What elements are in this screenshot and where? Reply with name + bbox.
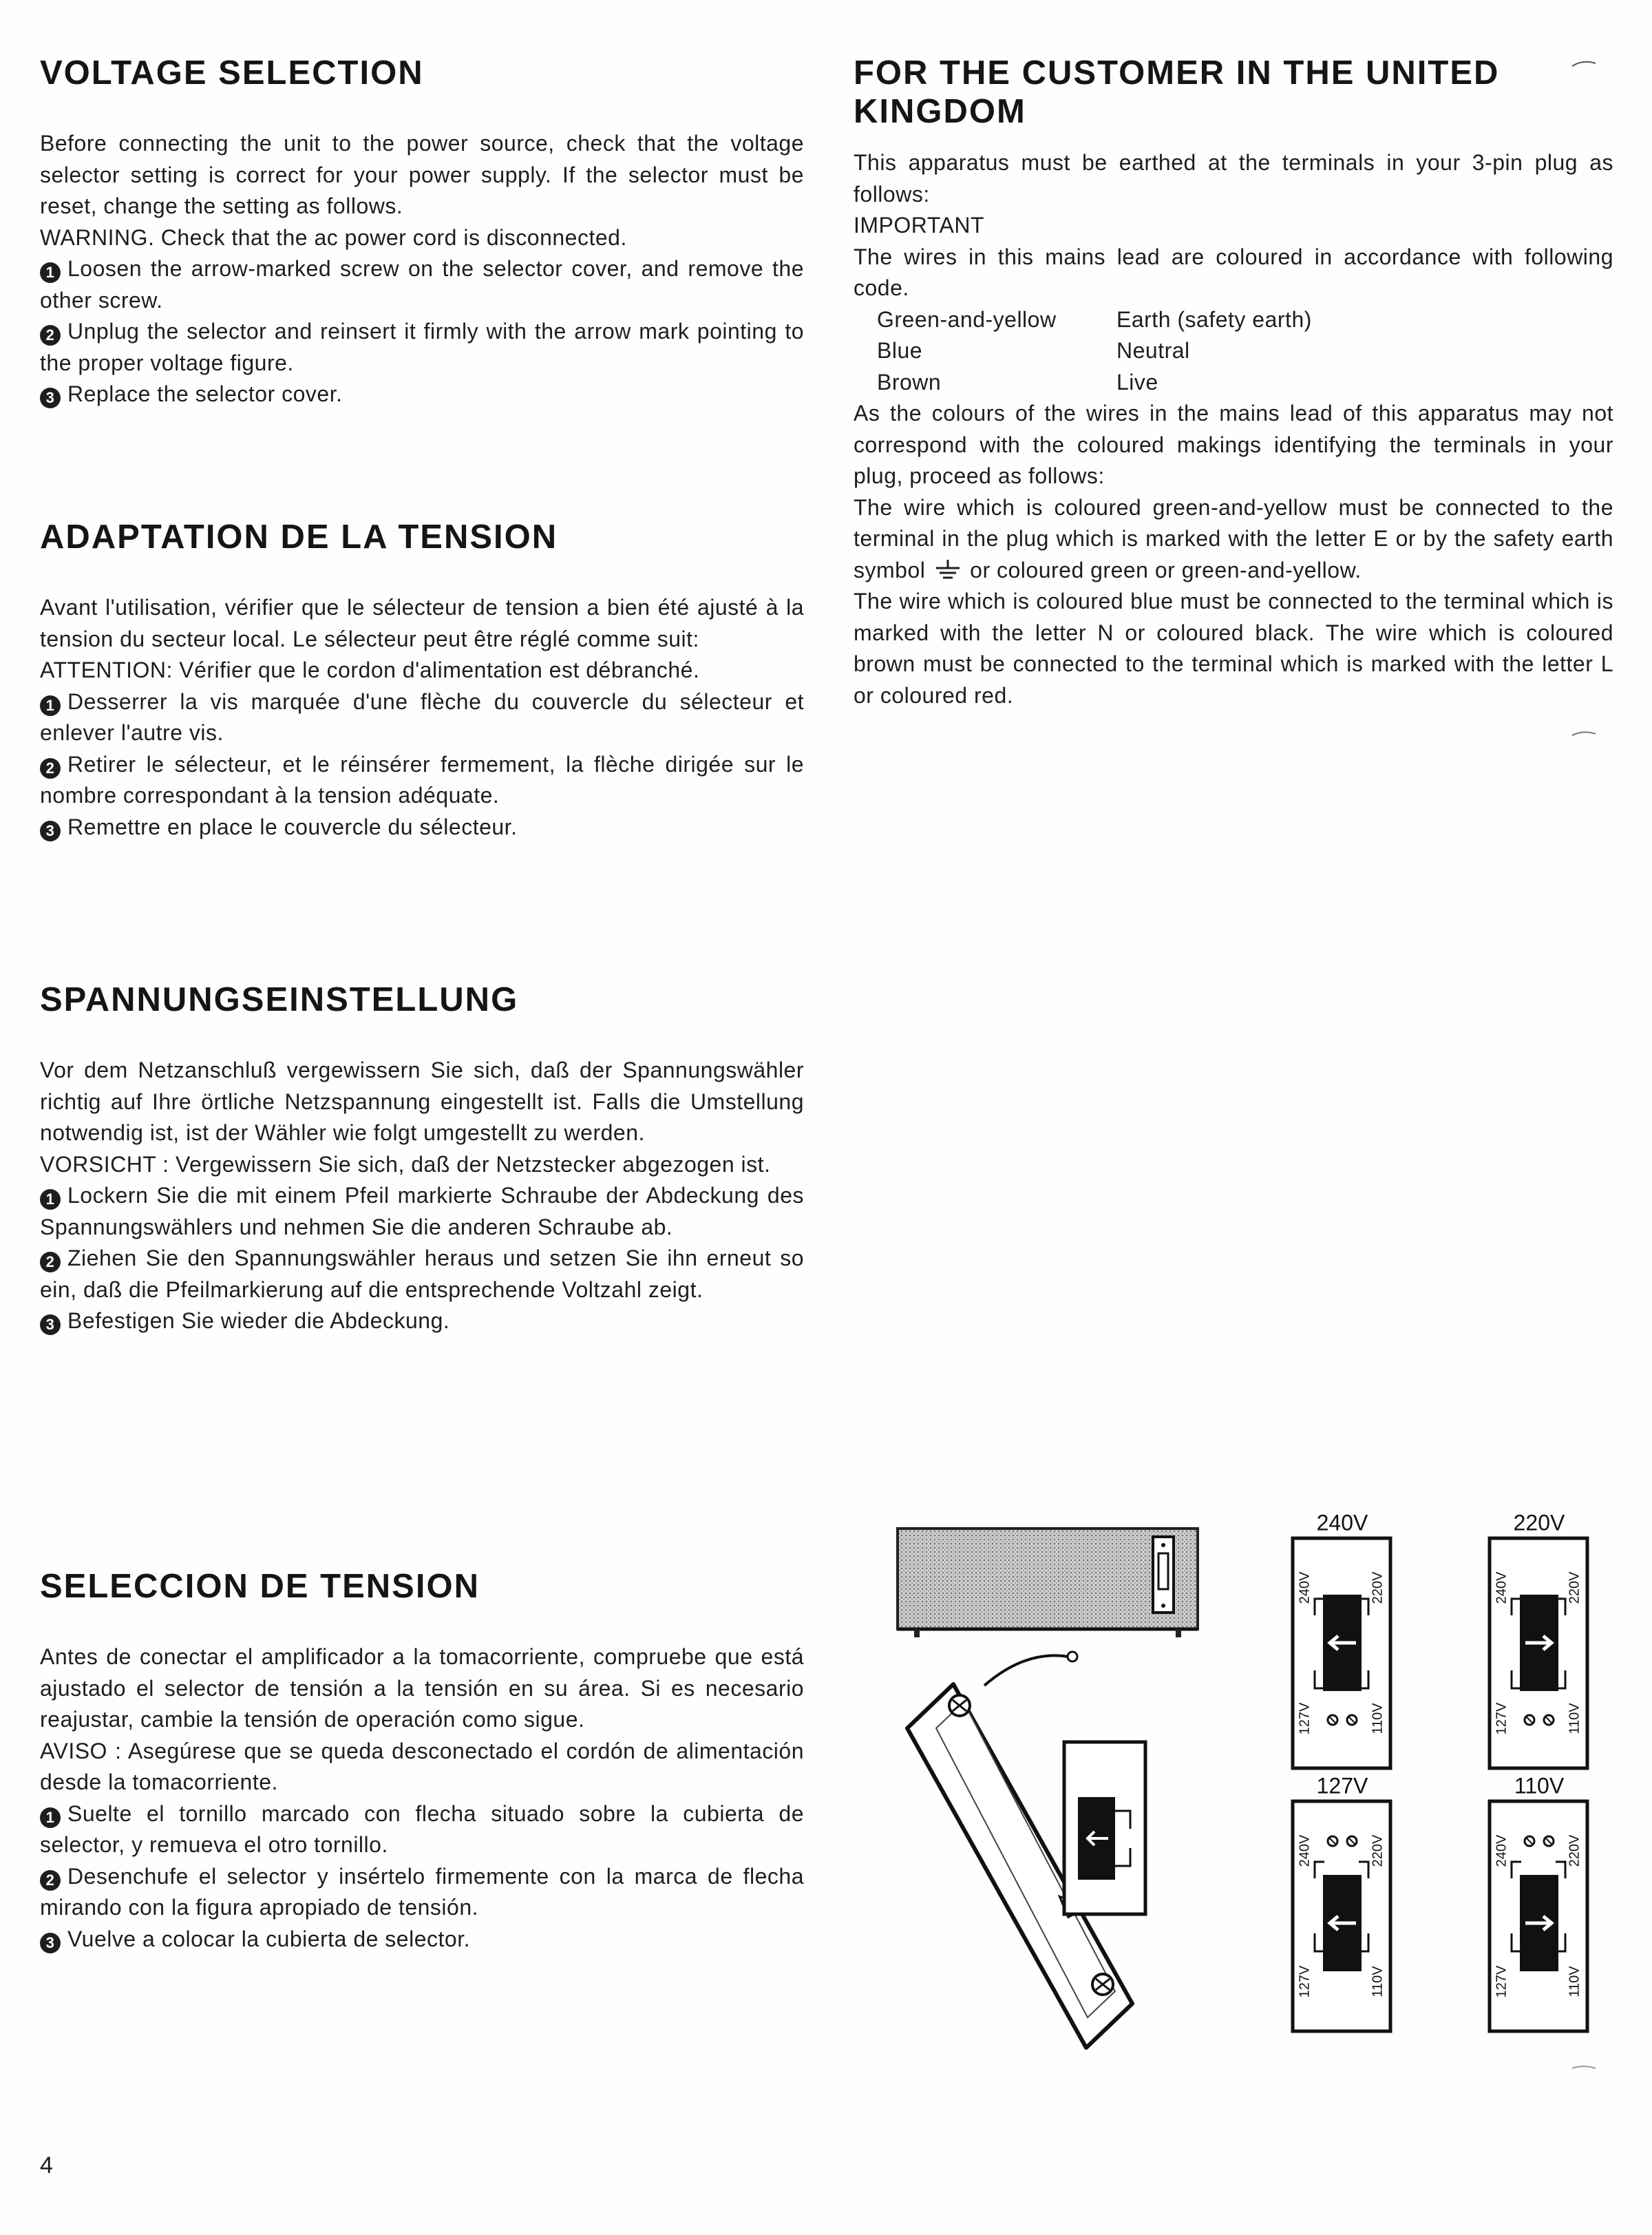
wire-meaning: Neutral — [1116, 338, 1190, 363]
paragraph-1: As the colours of the wires in the mains lead of this apparatus may not correspond with the coloured makings identifying the terminals in your plug, proceed as follows: — [854, 401, 1613, 488]
selector-plug-side-view — [1064, 1742, 1145, 1914]
selector-label: 127V — [1494, 1702, 1510, 1735]
step-3 — [40, 812, 804, 843]
pointer-line — [984, 1655, 1068, 1686]
step-1 — [40, 1798, 804, 1861]
selector-label: 110V — [1370, 1966, 1386, 1997]
section-body — [854, 147, 1613, 711]
selector-title: 240V — [1316, 1512, 1368, 1535]
section-voltage-selection — [40, 54, 804, 410]
wire-colour: Green-and-yellow — [877, 306, 1057, 332]
selector-label: 110V — [1567, 1966, 1582, 1997]
step-number-badge: 3 — [40, 821, 61, 841]
voltage-selector-panels — [1287, 1512, 1597, 2049]
wire-code-row — [877, 335, 1613, 367]
step-number-badge: 2 — [40, 758, 61, 779]
step-text: Retirer le sélecteur, et le réinsérer fermement, la flèche dirigée sur le nombre correspondant à la tension adéquate. — [40, 751, 804, 808]
margin-mark — [1571, 58, 1598, 69]
warning-text: WARNING. Check that the ac power cord is disconnected. — [40, 224, 627, 250]
selector-label: 220V — [1370, 1834, 1386, 1867]
step-1 — [40, 253, 804, 316]
step-number-badge: 1 — [40, 695, 61, 716]
step-1 — [40, 686, 804, 749]
margin-mark — [1571, 2063, 1598, 2074]
wire-meaning: Live — [1116, 369, 1158, 395]
voltage-selector-110v — [1484, 1775, 1594, 2037]
intro-text: Vor dem Netzanschluß vergewissern Sie sich, daß der Spannungswähler richtig auf Ihre örtliche Netzspannung eingestellt ist. Falls die Umstellung notwendig ist, ist der Wähler wie folgt umgestellt zu werden. — [40, 1058, 804, 1145]
selector-label: 240V — [1494, 1834, 1510, 1867]
step-number-badge: 3 — [40, 1314, 61, 1335]
step-text: Unplug the selector and reinsert it firmly with the arrow mark pointing to the proper voltage figure. — [40, 319, 804, 375]
code-intro: The wires in this mains lead are coloured in accordance with following code. — [854, 244, 1613, 300]
step-text: Desenchufe el selector y insértelo firmemente con la marca de flecha mirando con la figura apropiado de tensión. — [40, 1863, 804, 1920]
step-3 — [40, 379, 804, 410]
selector-label: 110V — [1370, 1703, 1386, 1734]
paragraph-2-after: or coloured green or green-and-yellow. — [970, 557, 1362, 583]
step-number-badge: 3 — [40, 388, 61, 408]
paragraph-3: The wire which is coloured blue must be connected to the terminal which is marked with the letter N or coloured black. The wire which is coloured brown must be connected to the terminal which is marked with the letter L or coloured red. — [854, 589, 1613, 708]
section-adaptation-tension — [40, 518, 804, 843]
margin-mark — [1571, 728, 1598, 739]
selector-label: 220V — [1567, 1571, 1582, 1604]
selector-label: 127V — [1297, 1965, 1313, 1998]
step-number-badge: 2 — [40, 325, 61, 346]
voltage-selector-127v — [1287, 1775, 1397, 2037]
step-2 — [40, 1243, 804, 1305]
paragraph-2-before: The wire which is coloured green-and-yellow must be connected to the terminal in the plug which is marked with the letter E or by the safety earth symbol — [854, 494, 1613, 583]
step-text: Replace the selector cover. — [67, 381, 343, 406]
step-number-badge: 1 — [40, 1807, 61, 1828]
title-line-1: FOR THE CUSTOMER IN THE UNITED — [854, 54, 1500, 92]
page-number: 4 — [40, 2152, 53, 2179]
wire-colour: Brown — [877, 369, 942, 395]
step-3 — [40, 1305, 804, 1337]
intro-text: Before connecting the unit to the power source, check that the voltage selector setting is correct for your power supply. If the selector must be reset, change the setting as follows. — [40, 131, 804, 218]
title-line-2: KINGDOM — [854, 93, 1026, 130]
selector-label: 127V — [1297, 1702, 1313, 1735]
selector-label: 240V — [1494, 1571, 1510, 1604]
step-1 — [40, 1180, 804, 1243]
step-text: Befestigen Sie wieder die Abdeckung. — [67, 1308, 450, 1333]
step-number-badge: 1 — [40, 262, 61, 283]
step-text: Suelte el tornillo marcado con flecha situado sobre la cubierta de selector, y remueva el otro tornillo. — [40, 1801, 804, 1857]
selector-title: 110V — [1514, 1775, 1565, 1798]
intro-text: This apparatus must be earthed at the terminals in your 3-pin plug as follows: — [854, 150, 1613, 207]
selector-label: 240V — [1297, 1834, 1313, 1867]
selector-label: 240V — [1297, 1571, 1313, 1604]
warning-text: AVISO : Asegúrese que se queda desconectado el cordón de alimentación desde la tomacorriente. — [40, 1738, 804, 1794]
step-number-badge: 2 — [40, 1252, 61, 1272]
step-number-badge: 1 — [40, 1189, 61, 1210]
voltage-selector-240v — [1287, 1512, 1397, 1774]
step-2 — [40, 1861, 804, 1924]
step-3 — [40, 1924, 804, 1955]
section-title: SPANNUNGSEINSTELLUNG — [40, 981, 519, 1018]
section-title: VOLTAGE SELECTION — [40, 54, 424, 92]
earth-symbol-icon — [932, 558, 964, 582]
section-body — [40, 1055, 804, 1337]
wire-code-row — [877, 367, 1613, 399]
step-text: Ziehen Sie den Spannungswähler heraus und setzen Sie ihn erneut so ein, daß die Pfeilmarkierung auf die entsprechende Voltzahl zeigt. — [40, 1246, 804, 1302]
selector-label: 110V — [1567, 1703, 1582, 1734]
selector-title: 220V — [1513, 1512, 1565, 1535]
step-2 — [40, 749, 804, 812]
section-title: SELECCION DE TENSION — [40, 1568, 480, 1605]
intro-text: Avant l'utilisation, vérifier que le sélecteur de tension a bien été ajusté à la tension du secteur local. Le sélecteur peut être réglé comme suit: — [40, 595, 804, 651]
step-text: Remettre en place le couvercle du sélecteur. — [67, 814, 518, 839]
selector-label: 220V — [1370, 1571, 1386, 1604]
section-body — [40, 1641, 804, 1955]
step-number-badge: 3 — [40, 1933, 61, 1953]
amplifier-unit — [898, 1529, 1198, 1637]
step-text: Vuelve a colocar la cubierta de selector. — [67, 1926, 470, 1951]
section-seleccion-tension — [40, 1567, 804, 1955]
step-number-badge: 2 — [40, 1870, 61, 1891]
wire-meaning: Earth (safety earth) — [1116, 306, 1312, 332]
wire-code-row — [877, 304, 1613, 336]
paragraph-2 — [854, 492, 1613, 587]
section-title: ADAPTATION DE LA TENSION — [40, 518, 558, 556]
intro-text: Antes de conectar el amplificador a la tomacorriente, compruebe que está ajustado el selector de tensión a la tensión en su área. Si es necesario reajustar, cambie la tensión de operación como sigue. — [40, 1644, 804, 1732]
section-title — [854, 54, 1613, 131]
section-body — [40, 592, 804, 843]
section-spannungseinstellung — [40, 980, 804, 1337]
selector-label: 127V — [1494, 1965, 1510, 1998]
section-uk-customer — [854, 54, 1613, 711]
selector-label: 220V — [1567, 1834, 1582, 1867]
step-text: Lockern Sie die mit einem Pfeil markierte Schraube der Abdeckung des Spannungswählers und nehmen Sie die anderen Schraube ab. — [40, 1183, 804, 1239]
selector-cover-diagram — [888, 1522, 1205, 2066]
voltage-selector-220v — [1484, 1512, 1594, 1774]
important-label: IMPORTANT — [854, 213, 984, 238]
step-text: Desserrer la vis marquée d'une flèche du couvercle du sélecteur et enlever l'autre vis. — [40, 689, 804, 745]
step-2 — [40, 316, 804, 379]
warning-text: VORSICHT : Vergewissern Sie sich, daß der Netzstecker abgezogen ist. — [40, 1151, 771, 1177]
warning-text: ATTENTION: Vérifier que le cordon d'alimentation est débranché. — [40, 658, 700, 682]
step-text: Loosen the arrow-marked screw on the selector cover, and remove the other screw. — [40, 256, 804, 313]
wire-colour: Blue — [877, 338, 923, 363]
section-body — [40, 128, 804, 410]
selector-title: 127V — [1316, 1775, 1368, 1798]
